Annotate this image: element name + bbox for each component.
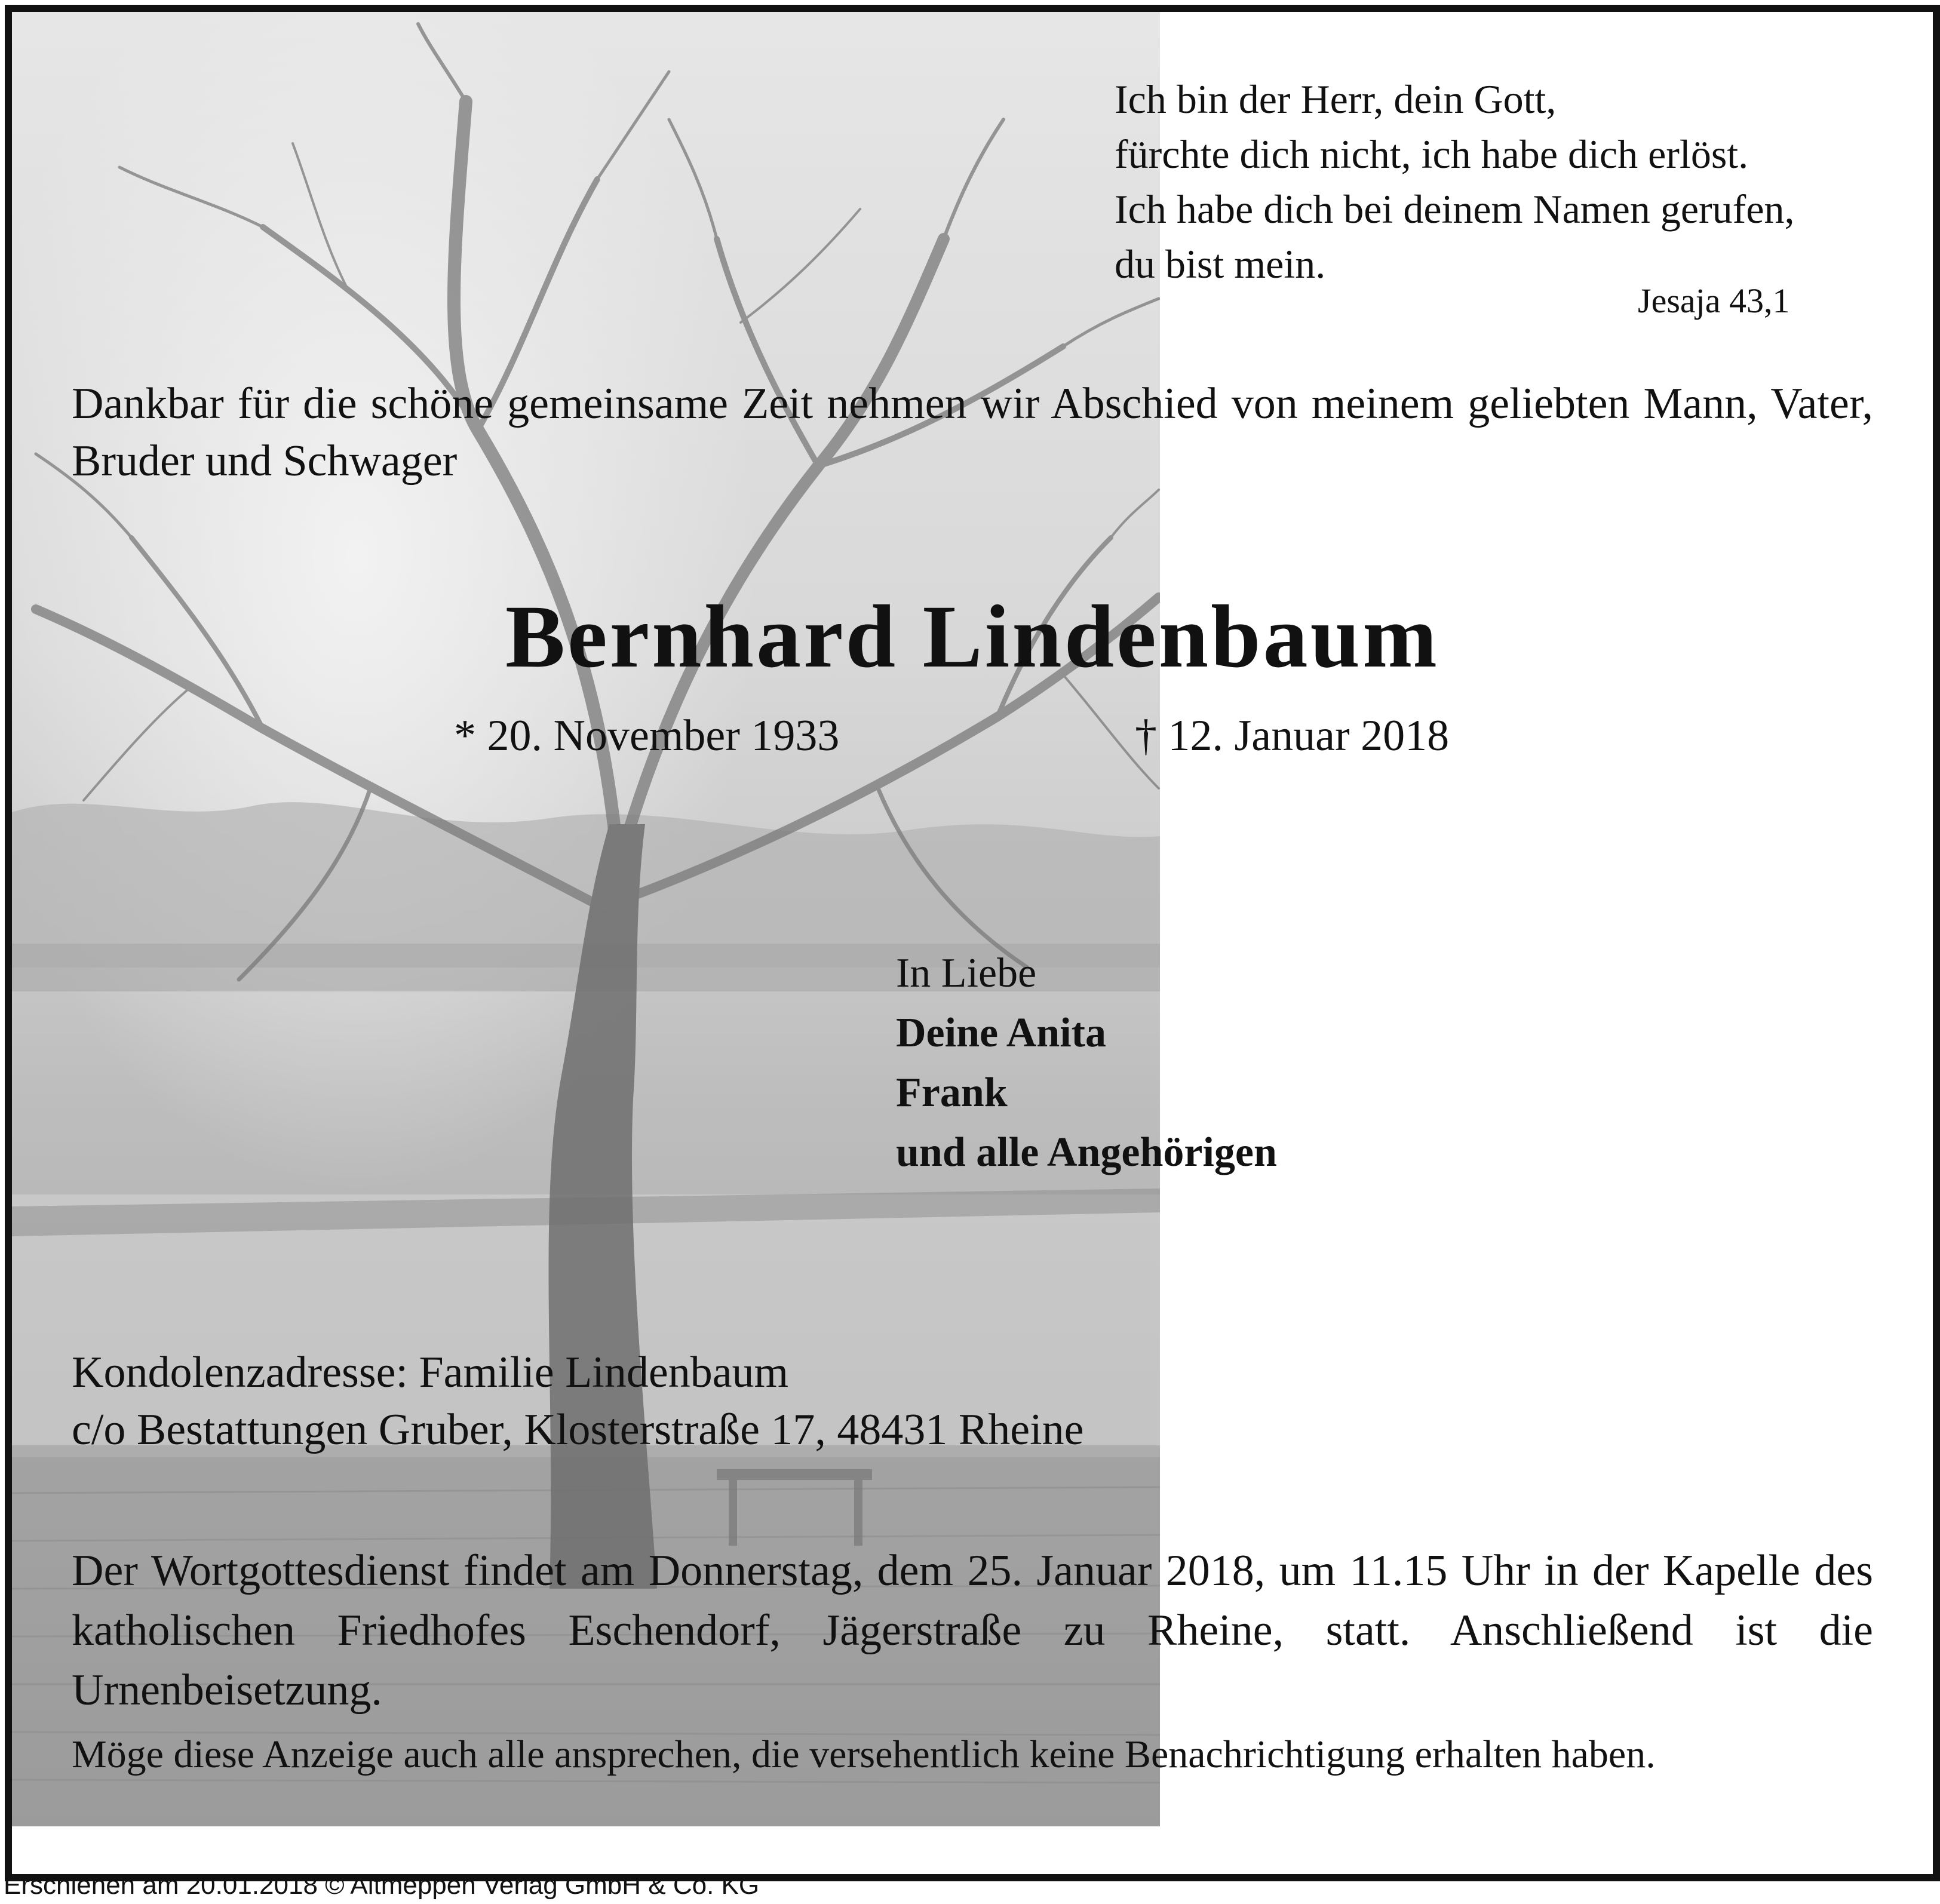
verse-line: du bist mein. bbox=[1115, 241, 1326, 287]
bible-verse bbox=[1115, 72, 1795, 291]
publication-footer: Erschienen am 20.01.2018 © Altmeppen Verlag GmbH & Co. KG bbox=[4, 1871, 760, 1900]
birth-date: * 20. November 1933 bbox=[454, 711, 840, 760]
verse-line: Ich bin der Herr, dein Gott, bbox=[1115, 76, 1557, 122]
condolence-address bbox=[72, 1344, 1084, 1458]
deceased-name: Bernhard Lindenbaum bbox=[505, 587, 1439, 686]
notice-note: Möge diese Anzeige auch alle ansprechen, die versehentlich keine Benachrichtigung erhalten haben. bbox=[72, 1733, 1656, 1776]
service-info: Der Wortgottesdienst findet am Donnerstag, dem 25. Januar 2018, um 11.15 Uhr in der Kapelle des katholischen Friedhofes Eschendorf, Jägerstraße zu Rheine, statt. Anschließend ist die Urnenbeisetzung. bbox=[72, 1546, 1873, 1715]
verse-line: fürchte dich nicht, ich habe dich erlöst. bbox=[1115, 131, 1749, 177]
address-line: c/o Bestattungen Gruber, Klosterstraße 17, 48431 Rheine bbox=[72, 1405, 1084, 1454]
mourner-name: und alle Angehörigen bbox=[896, 1129, 1277, 1175]
signature-intro: In Liebe bbox=[896, 950, 1037, 996]
intro-text: Dankbar für die schöne gemeinsame Zeit nehmen wir Abschied von meinem geliebten Mann, Vater, Bruder und Schwager bbox=[72, 379, 1873, 486]
verse-line: Ich habe dich bei deinem Namen gerufen, bbox=[1115, 186, 1795, 232]
mourner-name: Deine Anita bbox=[896, 1010, 1106, 1056]
mourner-name: Frank bbox=[896, 1070, 1008, 1116]
death-date: † 12. Januar 2018 bbox=[1135, 711, 1450, 760]
mourners-signature bbox=[896, 944, 1277, 1183]
verse-source: Jesaja 43,1 bbox=[1638, 281, 1790, 320]
obituary-notice bbox=[5, 5, 1940, 1881]
address-line: Kondolenzadresse: Familie Lindenbaum bbox=[72, 1348, 789, 1397]
